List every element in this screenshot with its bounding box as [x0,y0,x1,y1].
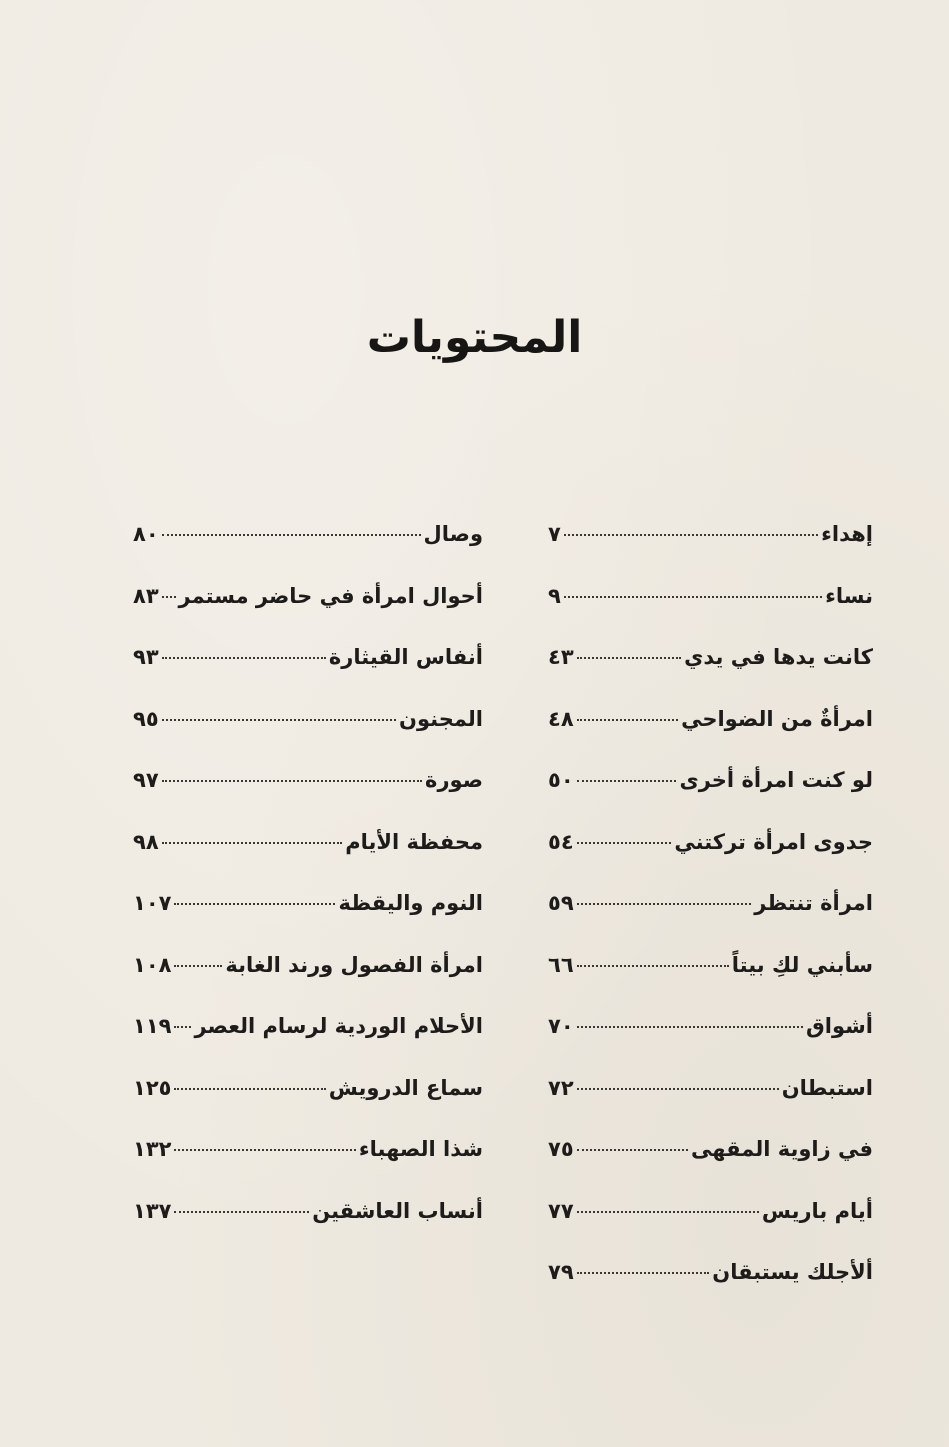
toc-entry [133,1076,483,1138]
toc-page-number: ٨٣ [133,583,159,608]
toc-leader-dots [564,596,822,598]
toc-page-number: ٩٣ [133,645,159,669]
toc-entry [133,1137,483,1199]
toc-leader-dots [174,1211,309,1213]
toc-leader-dots [577,719,678,721]
toc-entry [548,830,873,892]
toc-entry-title: وصال [423,522,483,546]
toc-leader-dots [564,534,818,536]
toc-leader-dots [577,965,729,967]
toc-page-number: ٥٩ [548,891,574,915]
toc-entry-title: في زاوية المقهى [691,1137,873,1161]
toc-page-number: ١٠٨ [133,952,172,977]
toc-leader-dots [174,1026,191,1028]
page-title: المحتويات [366,312,583,363]
toc-entry [548,953,873,1015]
toc-leader-dots [577,842,672,844]
toc-leader-dots [577,1088,779,1090]
toc-entry [548,1260,873,1322]
toc-entry [548,584,873,646]
toc-leader-dots [162,596,176,598]
toc-entry-title: ألأجلك يستبقان [712,1260,873,1284]
toc-entry-title: أنفاس القيثارة [328,645,483,669]
toc-entry-title: امرأة الفصول ورند الغابة [225,952,483,977]
toc-entry-title: أشواق [806,1014,873,1038]
toc-entry-title: شذا الصهباء [358,1137,483,1161]
toc-entry-title: لو كنت امرأة أخرى [679,768,873,792]
toc-entry [548,1137,873,1199]
toc-leader-dots [577,1026,803,1028]
toc-page-number: ٤٣ [548,645,574,669]
toc-leader-dots [577,1149,688,1151]
toc-right-column [548,522,873,1322]
toc-leader-dots [577,1211,759,1213]
toc-page-number: ٩٨ [133,829,159,854]
toc-entry [133,707,483,769]
toc-entry [548,1014,873,1076]
toc-leader-dots [174,1088,325,1090]
toc-entry-title: امرأة تنتظر [754,891,873,915]
toc-entry [133,584,483,646]
toc-entry [133,1199,483,1261]
toc-page-number: ٧٢ [548,1075,574,1100]
toc-page-number: ٧ [548,522,561,546]
toc-page-number: ٩٥ [133,706,159,731]
toc-entry-title: أحوال امرأة في حاضر مستمر [178,583,483,608]
toc-leader-dots [162,719,396,721]
toc-leader-dots [577,903,752,905]
toc-page-number: ١٠٧ [133,891,172,915]
toc-page-number: ٩ [548,583,561,608]
toc-entry [548,522,873,584]
toc-entry-title: الأحلام الوردية لرسام العصر [194,1014,483,1038]
toc-entry-title: جدوى امرأة تركتني [674,829,873,854]
toc-entry [133,1014,483,1076]
toc-leader-dots [174,1149,355,1151]
toc-entry-title: إهداء [821,522,873,546]
toc-entry-title: محفظة الأيام [345,829,483,854]
toc-entry-title: سأبني لكِ بيتاً [731,952,873,977]
toc-leader-dots [577,1272,710,1274]
toc-leader-dots [174,903,335,905]
toc-entry [133,768,483,830]
toc-entry-title: النوم واليقظة [338,891,483,915]
toc-entry [548,1199,873,1261]
toc-leader-dots [174,965,222,967]
toc-page-number: ٦٦ [548,952,574,977]
toc-entry [133,830,483,892]
toc-entry-title: كانت يدها في يدي [684,645,873,669]
toc-leader-dots [162,780,422,782]
toc-entry [133,891,483,953]
toc-page-number: ٥٠ [548,768,574,792]
toc-leader-dots [162,842,343,844]
toc-page-number: ٩٧ [133,768,159,792]
toc-page-number: ١٢٥ [133,1075,172,1100]
toc-left-column [133,522,483,1260]
toc-leader-dots [162,657,326,659]
toc-entry-title: أيام باريس [761,1198,873,1223]
toc-page-number: ٧٩ [548,1260,574,1284]
toc-entry [133,953,483,1015]
toc-page-number: ١١٩ [133,1014,172,1038]
toc-page-number: ٧٥ [548,1137,574,1161]
toc-leader-dots [162,534,421,536]
toc-page-number: ٧٠ [548,1014,574,1038]
toc-entry-title: سماع الدرويش [328,1075,483,1100]
toc-entry [548,1076,873,1138]
toc-entry [548,891,873,953]
toc-page-number: ٧٧ [548,1198,574,1223]
toc-entry [548,645,873,707]
toc-entry-title: نساء [825,583,873,608]
toc-entry [133,645,483,707]
toc-leader-dots [577,780,677,782]
toc-entry [133,522,483,584]
toc-leader-dots [577,657,681,659]
toc-entry [548,768,873,830]
toc-page-number: ٤٨ [548,706,574,731]
toc-entry [548,707,873,769]
toc-page-number: ١٣٧ [133,1198,172,1223]
toc-page-number: ٥٤ [548,829,574,854]
toc-entry-title: استبطان [781,1075,873,1100]
toc-entry-title: المجنون [399,706,483,731]
toc-entry-title: صورة [425,768,483,792]
toc-entry-title: امرأةٌ من الضواحي [681,706,873,731]
toc-page-number: ٨٠ [133,522,159,546]
toc-entry-title: أنساب العاشقين [312,1198,483,1223]
toc-page-number: ١٣٢ [133,1137,172,1161]
